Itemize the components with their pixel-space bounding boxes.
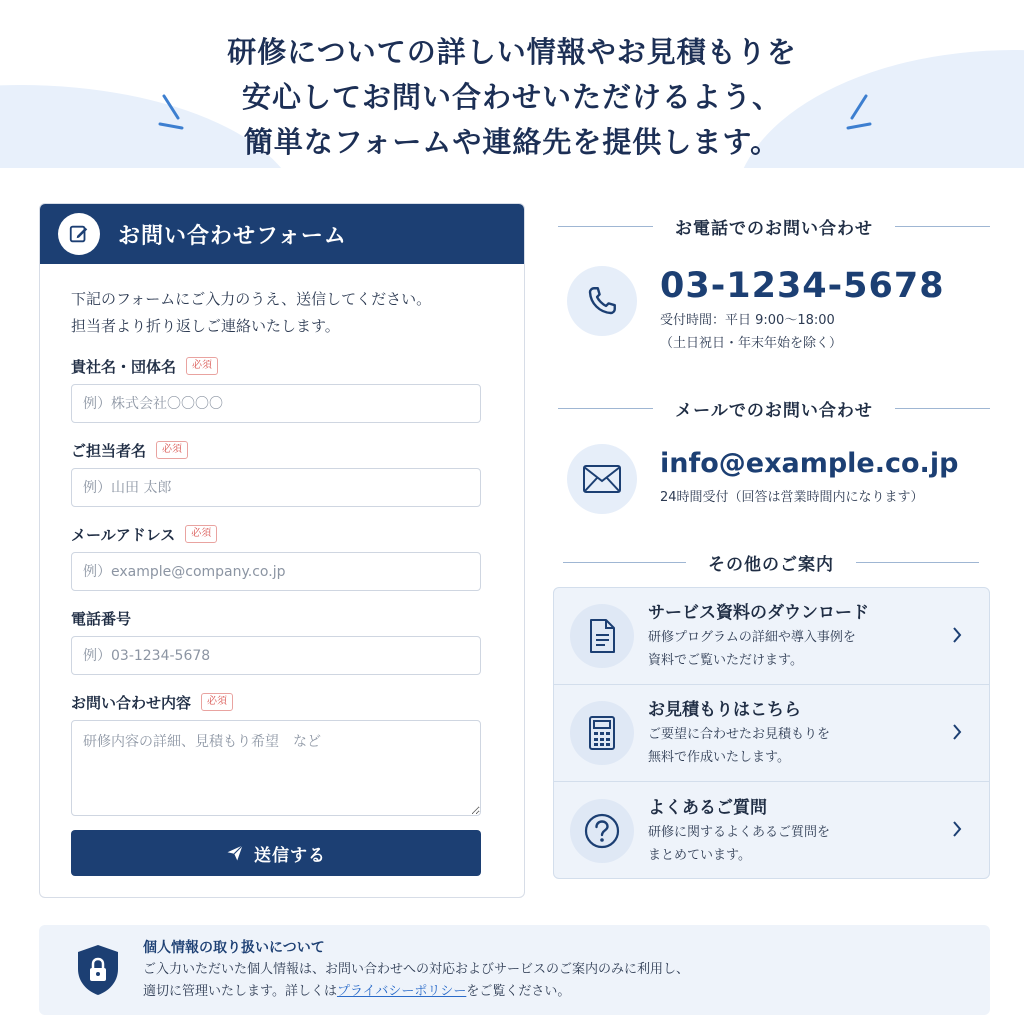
privacy-line-2-pre: 適切に管理いたします。詳しくは (143, 984, 337, 999)
shield-lock-icon (75, 943, 121, 997)
field-company (71, 354, 493, 423)
submit-label: 送信する (254, 845, 326, 866)
privacy-line-2 (143, 981, 689, 1003)
guide-desc-download-1: 研修プログラムの詳細や導入事例を (648, 630, 856, 645)
mail-icon (567, 444, 637, 514)
email-address[interactable]: info@example.co.jp (660, 448, 959, 479)
phone-label: 電話番号 (71, 609, 132, 628)
guide-title-faq: よくあるご質問 (648, 797, 767, 818)
form-title: お問い合わせフォーム (118, 223, 347, 249)
privacy-policy-link[interactable]: プライバシーポリシー (336, 984, 467, 999)
privacy-line-2-post: をご覧ください。 (466, 984, 571, 999)
field-contact-person (71, 438, 493, 507)
form-intro (71, 286, 493, 340)
guide-desc-estimate-1: ご要望に合わせたお見積もりを (648, 727, 831, 742)
question-icon (570, 799, 634, 863)
phone-heading-text: お電話でのお問い合わせ (675, 219, 873, 239)
field-email (71, 522, 493, 591)
guide-list (553, 587, 990, 879)
required-badge: 必須 (201, 693, 233, 711)
phone-note: （土日祝日・年末年始を除く） (660, 336, 843, 351)
guide-heading (563, 550, 979, 575)
guide-desc-faq-1: 研修に関するよくあるご質問を (648, 824, 831, 840)
required-badge: 必須 (156, 441, 188, 459)
hero-banner (0, 0, 1024, 168)
form-intro-line-2: 担当者より折り返しご連絡いたします。 (71, 317, 340, 335)
contact-form-card (39, 203, 525, 898)
company-label: 貴社名・団体名 (71, 357, 177, 376)
chevron-right-icon (951, 723, 963, 741)
inquiry-label: お問い合わせ内容 (71, 693, 192, 712)
form-header (40, 204, 524, 264)
guide-desc-download-2: 資料でご覧いただけます。 (648, 653, 803, 668)
contact-person-label: ご担当者名 (71, 441, 147, 460)
phone-hours: 受付時間：平日 9:00〜18:00 (660, 313, 835, 328)
chevron-right-icon (951, 820, 963, 838)
required-badge: 必須 (186, 357, 218, 375)
guide-title-download: サービス資料のダウンロード (648, 603, 869, 623)
privacy-notice (39, 925, 990, 1015)
phone-heading (558, 214, 990, 239)
privacy-title: 個人情報の取り扱いについて (143, 940, 325, 956)
guide-desc-estimate-2: 無料で作成いたします。 (648, 750, 790, 765)
guide-heading-text: その他のご案内 (708, 555, 834, 575)
guide-desc-faq-2: まとめています。 (648, 847, 751, 863)
email-input[interactable] (71, 552, 481, 591)
hero-line-2: 安心してお問い合わせいただけるよう、 (241, 80, 782, 114)
email-heading-text: メールでのお問い合わせ (675, 401, 873, 421)
guide-item-estimate[interactable] (554, 685, 989, 782)
calculator-icon (570, 701, 634, 765)
guide-item-download[interactable] (554, 588, 989, 685)
company-input[interactable] (71, 384, 481, 423)
submit-button[interactable] (71, 830, 481, 876)
edit-icon (58, 213, 100, 255)
phone-icon (567, 266, 637, 336)
field-inquiry (71, 690, 493, 816)
phone-number[interactable]: 03-1234-5678 (660, 266, 945, 306)
send-icon (226, 844, 244, 862)
form-intro-line-1: 下記のフォームにご入力のうえ、送信してください。 (71, 290, 432, 308)
email-contact (567, 444, 958, 514)
hero-line-3: 簡単なフォームや連絡先を提供します。 (243, 125, 781, 159)
privacy-line-1: ご入力いただいた個人情報は、お問い合わせへの対応およびサービスのご案内のみに利用し、 (143, 962, 690, 977)
hero-line-1: 研修についての詳しい情報やお見積もりを (227, 35, 797, 69)
email-label: メールアドレス (71, 525, 176, 544)
inquiry-textarea[interactable] (71, 720, 481, 816)
document-icon (570, 604, 634, 668)
email-note: 24時間受付（回答は営業時間内になります） (660, 490, 924, 505)
phone-contact (567, 266, 945, 355)
field-phone (71, 606, 493, 675)
chevron-right-icon (951, 626, 963, 644)
hero-title (0, 30, 1024, 165)
phone-input[interactable] (71, 636, 481, 675)
required-badge: 必須 (185, 525, 217, 543)
guide-title-estimate: お見積もりはこちら (648, 700, 801, 720)
email-heading (558, 396, 990, 421)
contact-person-input[interactable] (71, 468, 481, 507)
guide-item-faq[interactable] (554, 782, 989, 879)
